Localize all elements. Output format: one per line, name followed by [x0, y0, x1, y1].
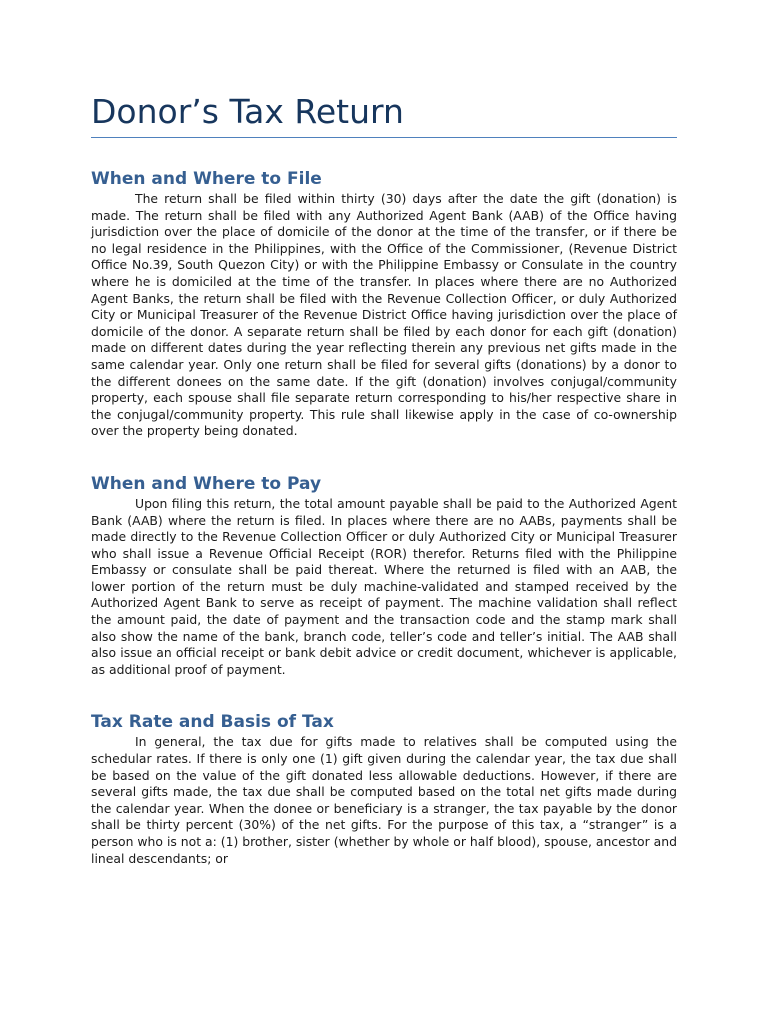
section-body-when-where-to-file: The return shall be filed within thirty (30) days after the date the gift (donation) is made. The return shall be filed with any Authorized Agent Bank (AAB) of the Office having jurisdiction over the place of domicile of the donor at the time of the transfer, or if there be no legal residence in the Philippines, with the Office of the Commissioner, (Revenue District Office No.39, South Quezon City) or with the Philippine Embassy or Consulate in the country where he is domiciled at the time of the transfer. In places where there are no Authorized Agent Banks, the return shall be filed with the Revenue Collection Officer, or duly Authorized City or Municipal Treasurer of the Revenue District Office having jurisdiction over the place of domicile of the donor. A separate return shall be filed by each donor for each gift (donation) made on different dates during the year reflecting therein any previous net gifts made in the same calendar year. Only one return shall be filed for several gifts (donations) by a donor to the different donees on the same date. If the gift (donation) involves conjugal/community property, each spouse shall file separate return corresponding to his/her respective share in the conjugal/community property. This rule shall likewise apply in the case of co-ownership over the property being donated.	[91, 191, 677, 439]
section-heading-when-where-to-file: When and Where to File	[91, 169, 322, 189]
section-body-tax-rate-basis: In general, the tax due for gifts made to relatives shall be computed using the schedular rates. If there is only one (1) gift given during the calendar year, the tax due shall be based on the value of the gift donated less allowable deductions. However, if there are several gifts made, the tax due shall be computed based on the total net gifts made during the calendar year. When the donee or beneficiary is a stranger, the tax payable by the donor shall be thirty percent (30%) of the net gifts. For the purpose of this tax, a “stranger” is a person who is not a: (1) brother, sister (whether by whole or half blood), spouse, ancestor and lineal descendants; or	[91, 734, 677, 866]
document-title: Donor’s Tax Return	[91, 92, 404, 131]
section-heading-tax-rate-basis: Tax Rate and Basis of Tax	[91, 712, 334, 733]
section-body-when-where-to-pay: Upon filing this return, the total amount payable shall be paid to the Authorized Agent Bank (AAB) where the return is filed. In places where there are no AABs, payments shall be made directly to the Revenue Collection Officer or duly Authorized City or Municipal Treasurer who shall issue a Revenue Official Receipt (ROR) therefor. Returns filed with the Philippine Embassy or consulate shall be paid thereat. Where the returned is filed with an AAB, the lower portion of the return must be duly machine-validated and stamped received by the Authorized Agent Bank to serve as receipt of payment. The machine validation shall reflect the amount paid, the date of payment and the transaction code and the stamp mark shall also show the name of the bank, branch code, teller’s code and teller’s initial. The AAB shall also issue an official receipt or bank debit advice or credit document, whichever is applicable, as additional proof of payment.	[91, 495, 677, 677]
title-underline	[91, 137, 677, 138]
section-heading-when-where-to-pay: When and Where to Pay	[91, 473, 322, 494]
